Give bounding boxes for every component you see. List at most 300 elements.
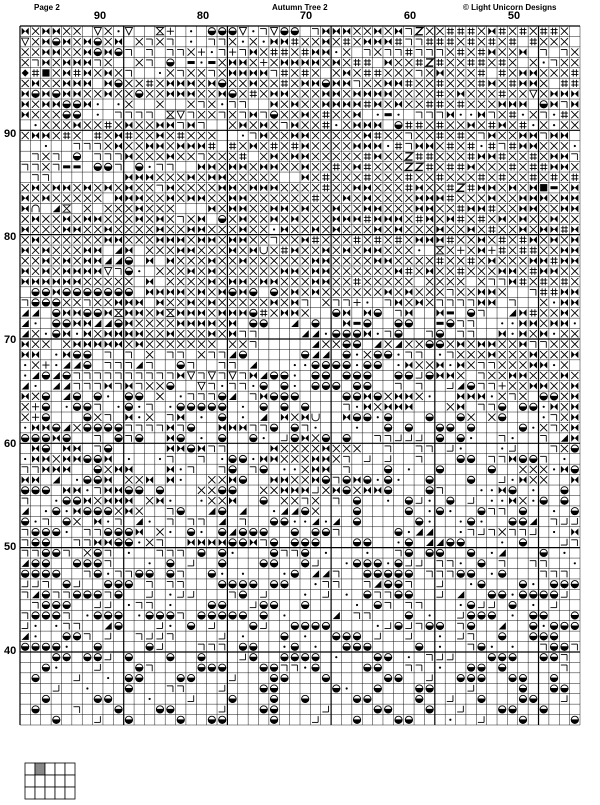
stitch-symbol-half-triangle (22, 633, 29, 640)
stitch-symbol-cross (374, 288, 381, 295)
stitch-symbol-bowtie (84, 80, 91, 87)
stitch-symbol-corner-top-right (167, 49, 173, 55)
stitch-symbol-filled-half-circle (63, 372, 70, 379)
stitch-symbol-corner-top-right (550, 60, 556, 66)
stitch-symbol-corner-bottom-right (260, 591, 266, 597)
stitch-symbol-filled-half-circle (219, 716, 226, 723)
stitch-symbol-dot (553, 333, 555, 335)
stitch-symbol-corner-top-right (208, 383, 214, 389)
stitch-symbol-bowtie (105, 455, 112, 462)
stitch-symbol-bowtie (478, 236, 485, 243)
stitch-symbol-hash (322, 184, 329, 191)
stitch-symbol-hash (447, 184, 454, 191)
stitch-symbol-corner-top-right (499, 509, 505, 515)
stitch-symbol-cross (385, 28, 392, 35)
stitch-symbol-cross (146, 184, 153, 191)
stitch-symbol-corner-top-right (416, 70, 422, 76)
stitch-symbol-cross (353, 247, 360, 254)
stitch-symbol-cross (468, 90, 475, 97)
stitch-symbol-cross (260, 299, 267, 306)
stitch-symbol-bowtie (73, 278, 80, 285)
stitch-symbol-cross (488, 163, 495, 170)
stitch-symbol-corner-top-right (478, 373, 484, 379)
stitch-symbol-triangle-down (270, 28, 277, 35)
stitch-symbol-cross (509, 361, 516, 368)
stitch-symbol-dot (532, 489, 534, 491)
stitch-symbol-filled-half-circle (333, 685, 340, 692)
stitch-symbol-cross (426, 226, 433, 233)
stitch-symbol-cross (561, 414, 568, 421)
stitch-symbol-dot (429, 510, 431, 512)
stitch-symbol-plus (32, 414, 39, 421)
stitch-symbol-cross (343, 142, 350, 149)
stitch-symbol-corner-top-right (405, 143, 411, 149)
stitch-symbol-hash (436, 132, 443, 139)
stitch-symbol-filled-half-circle (219, 393, 226, 400)
stitch-symbol-corner-top-right (32, 175, 38, 181)
stitch-symbol-filled-half-circle (468, 570, 475, 577)
stitch-symbol-filled-half-circle (32, 560, 39, 567)
stitch-symbol-cross (105, 205, 112, 212)
stitch-symbol-bowtie (167, 184, 174, 191)
stitch-symbol-cross (364, 288, 371, 295)
stitch-symbol-hash (499, 153, 506, 160)
stitch-symbol-filled-half-circle (84, 476, 91, 483)
stitch-symbol-filled-half-circle (519, 455, 526, 462)
stitch-symbol-filled-half-circle (84, 508, 91, 515)
stitch-symbol-filled-half-circle (208, 664, 215, 671)
stitch-symbol-bowtie (188, 320, 195, 327)
stitch-symbol-filled-half-circle (374, 664, 381, 671)
stitch-symbol-cross (270, 309, 277, 316)
stitch-symbol-filled-half-circle (468, 549, 475, 556)
stitch-symbol-filled-half-circle (478, 560, 485, 567)
stitch-symbol-cross (250, 195, 257, 202)
stitch-symbol-hash (519, 236, 526, 243)
stitch-symbol-filled-half-circle (312, 654, 319, 661)
stitch-symbol-cross (561, 184, 568, 191)
stitch-symbol-dot (449, 719, 451, 721)
stitch-symbol-bowtie (188, 174, 195, 181)
stitch-symbol-hash (177, 132, 184, 139)
stitch-symbol-half-triangle (94, 320, 101, 327)
stitch-symbol-dot (149, 698, 151, 700)
stitch-symbol-hash (457, 205, 464, 212)
stitch-symbol-filled-half-circle (561, 685, 568, 692)
stitch-symbol-dot (387, 145, 389, 147)
stitch-symbol-corner-top-right (260, 425, 266, 431)
stitch-symbol-filled-half-circle (312, 539, 319, 546)
stitch-symbol-cross (374, 48, 381, 55)
stitch-symbol-z-mark (416, 163, 423, 170)
stitch-symbol-plus (499, 382, 506, 389)
stitch-symbol-cross (333, 236, 340, 243)
stitch-symbol-hash (540, 28, 547, 35)
stitch-symbol-corner-top-right (239, 331, 245, 337)
stitch-symbol-cross (478, 278, 485, 285)
stitch-symbol-bowtie (22, 90, 29, 97)
stitch-symbol-corner-bottom-right (405, 622, 411, 628)
stitch-symbol-cross (478, 268, 485, 275)
stitch-symbol-filled-half-circle (385, 476, 392, 483)
stitch-symbol-bowtie (364, 132, 371, 139)
stitch-symbol-cross (281, 497, 288, 504)
stitch-symbol-cross (343, 90, 350, 97)
stitch-symbol-filled-half-circle (167, 382, 174, 389)
stitch-symbol-cross (94, 90, 101, 97)
stitch-symbol-corner-top-right (416, 602, 422, 608)
stitch-symbol-hash (302, 69, 309, 76)
stitch-symbol-filled-half-circle (395, 320, 402, 327)
stitch-symbol-cross (188, 278, 195, 285)
stitch-symbol-cross (395, 288, 402, 295)
stitch-symbol-corner-top-right (94, 404, 100, 410)
stitch-symbol-bowtie (436, 195, 443, 202)
stitch-symbol-dot (408, 468, 410, 470)
stitch-symbol-bowtie (270, 38, 277, 45)
stitch-symbol-bowtie (260, 121, 267, 128)
stitch-symbol-cross (219, 330, 226, 337)
stitch-symbol-dot (439, 354, 441, 356)
stitch-symbol-cross (457, 121, 464, 128)
stitch-symbol-bowtie (73, 226, 80, 233)
stitch-symbol-corner-top-right (115, 164, 121, 170)
stitch-symbol-cross (167, 205, 174, 212)
stitch-symbol-bowtie (571, 351, 578, 358)
stitch-symbol-cross (457, 69, 464, 76)
stitch-symbol-filled-half-circle (22, 570, 29, 577)
stitch-symbol-filled-half-circle (125, 257, 132, 264)
stitch-symbol-hash (125, 132, 132, 139)
stitch-symbol-bowtie (291, 153, 298, 160)
stitch-symbol-bowtie (84, 101, 91, 108)
stitch-symbol-bowtie (105, 69, 112, 76)
stitch-symbol-bowtie (125, 121, 132, 128)
stitch-symbol-dot (242, 406, 244, 408)
stitch-symbol-filled-half-circle (291, 28, 298, 35)
stitch-symbol-cross (509, 174, 516, 181)
stitch-symbol-hash (416, 121, 423, 128)
stitch-symbol-bowtie (32, 476, 39, 483)
stitch-symbol-cross (239, 184, 246, 191)
stitch-symbol-cross (571, 163, 578, 170)
stitch-symbol-corner-top-right (550, 425, 556, 431)
stitch-symbol-hash (436, 121, 443, 128)
stitch-symbol-corner-top-right (105, 592, 111, 598)
stitch-symbol-filled-half-circle (84, 361, 91, 368)
stitch-symbol-filled-half-circle (219, 601, 226, 608)
stitch-symbol-filled-half-circle (167, 706, 174, 713)
stitch-symbol-filled-half-circle (63, 654, 70, 661)
stitch-symbol-bowtie (63, 184, 70, 191)
stitch-symbol-bowtie (229, 497, 236, 504)
stitch-symbol-cross (385, 184, 392, 191)
stitch-symbol-cross (353, 205, 360, 212)
stitch-symbol-cross (468, 351, 475, 358)
stitch-symbol-filled-half-circle (208, 403, 215, 410)
stitch-symbol-corner-top-right (84, 529, 90, 535)
stitch-symbol-filled-half-circle (42, 664, 49, 671)
stitch-symbol-bowtie (519, 80, 526, 87)
stitch-symbol-cross (416, 132, 423, 139)
stitch-symbol-cross (188, 330, 195, 337)
stitch-symbol-dot (356, 354, 358, 356)
stitch-symbol-bowtie (167, 466, 174, 473)
stitch-symbol-cross (115, 215, 122, 222)
stitch-symbol-hash (312, 236, 319, 243)
stitch-symbol-filled-half-circle (42, 445, 49, 452)
stitch-symbol-dot (439, 635, 441, 637)
stitch-symbol-cross (125, 142, 132, 149)
stitch-symbol-corner-top-right (177, 49, 183, 55)
stitch-symbol-cross (571, 111, 578, 118)
stitch-symbol-bowtie (488, 132, 495, 139)
stitch-symbol-cross (353, 174, 360, 181)
stitch-symbol-corner-top-right (188, 112, 194, 118)
stitch-symbol-cross (260, 268, 267, 275)
stitch-symbol-cross (395, 132, 402, 139)
stitch-symbol-bowtie (84, 268, 91, 275)
stitch-symbol-bowtie (167, 236, 174, 243)
stitch-symbol-filled-half-circle (540, 612, 547, 619)
stitch-symbol-corner-top-right (447, 352, 453, 358)
stitch-symbol-filled-half-circle (260, 382, 267, 389)
stitch-symbol-filled-half-circle (333, 382, 340, 389)
stitch-symbol-cross (105, 59, 112, 66)
stitch-symbol-corner-top-right (540, 112, 546, 118)
stitch-symbol-cross (270, 247, 277, 254)
stitch-symbol-corner-top-right (32, 602, 38, 608)
stitch-symbol-filled-half-circle (561, 487, 568, 494)
stitch-symbol-bowtie (426, 215, 433, 222)
stitch-symbol-filled-half-circle (270, 706, 277, 713)
stitch-symbol-bowtie (333, 226, 340, 233)
stitch-symbol-filled-half-circle (530, 622, 537, 629)
stitch-symbol-cross (353, 153, 360, 160)
stitch-symbol-bowtie (53, 278, 60, 285)
stitch-symbol-bowtie (426, 195, 433, 202)
stitch-symbol-dot (543, 416, 545, 418)
stitch-symbol-dot (34, 520, 36, 522)
stitch-symbol-bowtie (177, 320, 184, 327)
stitch-symbol-bowtie (343, 195, 350, 202)
stitch-symbol-filled-half-circle (125, 403, 132, 410)
stitch-symbol-cross (447, 257, 454, 264)
stitch-symbol-hash (499, 174, 506, 181)
stitch-symbol-hash (281, 48, 288, 55)
stitch-symbol-cross (105, 38, 112, 45)
stitch-symbol-triangle-down (530, 90, 537, 97)
stitch-symbol-cross (468, 414, 475, 421)
stitch-symbol-filled-half-circle (302, 351, 309, 358)
stitch-symbol-filled-half-circle (219, 215, 226, 222)
stitch-symbol-filled-half-circle (105, 445, 112, 452)
stitch-symbol-cross (302, 309, 309, 316)
stitch-symbol-filled-half-circle (322, 476, 329, 483)
stitch-symbol-bowtie (219, 90, 226, 97)
stitch-symbol-filled-half-circle (53, 38, 60, 45)
stitch-symbol-filled-half-circle (260, 403, 267, 410)
stitch-symbol-dot (159, 72, 161, 74)
stitch-symbol-cross (426, 132, 433, 139)
stitch-symbol-hash (571, 174, 578, 181)
stitch-symbol-cross (530, 372, 537, 379)
stitch-symbol-corner-top-right (94, 60, 100, 66)
stitch-symbol-filled-half-circle (281, 654, 288, 661)
stitch-symbol-bowtie (571, 195, 578, 202)
stitch-symbol-corner-top-right (405, 582, 411, 588)
stitch-symbol-plus (198, 48, 205, 55)
stitch-symbol-bowtie (374, 38, 381, 45)
stitch-symbol-corner-bottom-right (374, 633, 380, 639)
stitch-symbol-filled-half-circle (270, 560, 277, 567)
stitch-symbol-cross (167, 132, 174, 139)
stitch-symbol-cross (250, 257, 257, 264)
stitch-symbol-cross (146, 132, 153, 139)
stitch-symbol-cross (146, 382, 153, 389)
stitch-symbol-bowtie (42, 48, 49, 55)
stitch-symbol-bowtie (219, 539, 226, 546)
stitch-symbol-cross (32, 101, 39, 108)
stitch-symbol-bowtie (73, 445, 80, 452)
stitch-symbol-cross (22, 80, 29, 87)
stitch-symbol-filled-half-circle (270, 111, 277, 118)
stitch-symbol-dot (242, 41, 244, 43)
stitch-symbol-cross (385, 247, 392, 254)
stitch-symbol-bowtie (167, 445, 174, 452)
stitch-symbol-bowtie (571, 424, 578, 431)
stitch-symbol-bowtie (177, 80, 184, 87)
stitch-symbol-filled-half-circle (312, 361, 319, 368)
stitch-symbol-cross (156, 153, 163, 160)
stitch-symbol-half-triangle (260, 414, 267, 421)
stitch-symbol-filled-half-circle (302, 549, 309, 556)
stitch-symbol-filled-half-circle (322, 528, 329, 535)
stitch-symbol-filled-half-circle (405, 716, 412, 723)
stitch-symbol-corner-top-right (468, 321, 474, 327)
stitch-symbol-filled-half-circle (281, 633, 288, 640)
stitch-symbol-corner-top-right (395, 49, 401, 55)
stitch-symbol-cross (312, 434, 319, 441)
stitch-symbol-dot (532, 124, 534, 126)
stitch-symbol-cross (208, 226, 215, 233)
stitch-symbol-hash (364, 215, 371, 222)
stitch-symbol-bowtie (177, 288, 184, 295)
stitch-symbol-corner-top-right (84, 571, 90, 577)
stitch-symbol-bowtie (239, 195, 246, 202)
stitch-symbol-filled-half-circle (32, 435, 39, 442)
stitch-symbol-filled-half-circle (260, 612, 267, 619)
stitch-symbol-bowtie (550, 153, 557, 160)
stitch-symbol-cross (239, 80, 246, 87)
stitch-symbol-bowtie (250, 372, 257, 379)
stitch-symbol-filled-half-circle (364, 695, 371, 702)
stitch-symbol-cross (260, 142, 267, 149)
stitch-symbol-hash (488, 38, 495, 45)
stitch-symbol-cross (374, 195, 381, 202)
stitch-symbol-cross (177, 184, 184, 191)
stitch-symbol-cross (188, 288, 195, 295)
column-number-50: 50 (507, 10, 521, 22)
stitch-symbol-filled-half-circle (53, 643, 60, 650)
stitch-symbol-corner-top-right (426, 571, 432, 577)
stitch-symbol-cross (239, 90, 246, 97)
stitch-symbol-filled-half-circle (260, 601, 267, 608)
stitch-symbol-hash (478, 215, 485, 222)
stitch-symbol-bowtie (73, 341, 80, 348)
stitch-symbol-cross (73, 518, 80, 525)
stitch-symbol-bowtie (395, 403, 402, 410)
stitch-symbol-corner-top-right (94, 383, 100, 389)
stitch-symbol-filled-half-circle (395, 122, 402, 129)
stitch-symbol-dot (107, 677, 109, 679)
stitch-symbol-bowtie (519, 320, 526, 327)
stitch-symbol-bowtie (395, 215, 402, 222)
stitch-symbol-filled-half-circle (343, 361, 350, 368)
stitch-symbol-cross (32, 257, 39, 264)
stitch-symbol-cross (385, 268, 392, 275)
stitch-symbol-bowtie (260, 455, 267, 462)
stitch-symbol-filled-half-circle (302, 654, 309, 661)
stitch-symbol-filled-half-circle (499, 654, 506, 661)
stitch-symbol-filled-half-circle (509, 654, 516, 661)
stitch-symbol-cross (125, 278, 132, 285)
stitch-symbol-bowtie (115, 132, 122, 139)
stitch-symbol-corner-bottom-right (447, 654, 453, 660)
stitch-symbol-cross (208, 476, 215, 483)
stitch-symbol-dot (76, 333, 78, 335)
stitch-symbol-cross (540, 142, 547, 149)
stitch-symbol-plus (229, 48, 236, 55)
stitch-symbol-bowtie (302, 174, 309, 181)
stitch-symbol-bowtie (519, 101, 526, 108)
stitch-symbol-corner-top-right (260, 540, 266, 546)
stitch-symbol-corner-bottom-right (22, 622, 28, 628)
stitch-symbol-bowtie (364, 403, 371, 410)
stitch-symbol-bowtie (229, 476, 236, 483)
stitch-symbol-cross (519, 382, 526, 389)
stitch-symbol-dot (346, 562, 348, 564)
stitch-symbol-bowtie (73, 309, 80, 316)
stitch-symbol-corner-top-right (177, 582, 183, 588)
stitch-symbol-corner-top-right (239, 373, 245, 379)
stitch-symbol-bowtie (540, 268, 547, 275)
stitch-symbol-cross (84, 236, 91, 243)
stitch-symbol-bowtie (229, 205, 236, 212)
stitch-symbol-cross (94, 497, 101, 504)
stitch-symbol-cross (198, 341, 205, 348)
stitch-symbol-bowtie (270, 205, 277, 212)
stitch-symbol-cross (436, 163, 443, 170)
stitch-symbol-filled-half-circle (32, 706, 39, 713)
stitch-symbol-cross (136, 59, 143, 66)
stitch-symbol-cross (281, 278, 288, 285)
page-map-cell (55, 787, 65, 799)
stitch-symbol-bowtie (73, 487, 80, 494)
stitch-symbol-bowtie (84, 48, 91, 55)
stitch-symbol-corner-top-right (550, 415, 556, 421)
stitch-symbol-corner-bottom-right (385, 455, 391, 461)
stitch-symbol-cross (478, 163, 485, 170)
stitch-symbol-cross (208, 195, 215, 202)
stitch-symbol-bowtie (499, 101, 506, 108)
stitch-symbol-dot (501, 500, 503, 502)
stitch-symbol-hash (436, 38, 443, 45)
stitch-symbol-corner-top-right (385, 592, 391, 598)
stitch-symbol-filled-half-circle (353, 508, 360, 515)
stitch-symbol-corner-top-right (42, 582, 48, 588)
stitch-symbol-bowtie (229, 195, 236, 202)
